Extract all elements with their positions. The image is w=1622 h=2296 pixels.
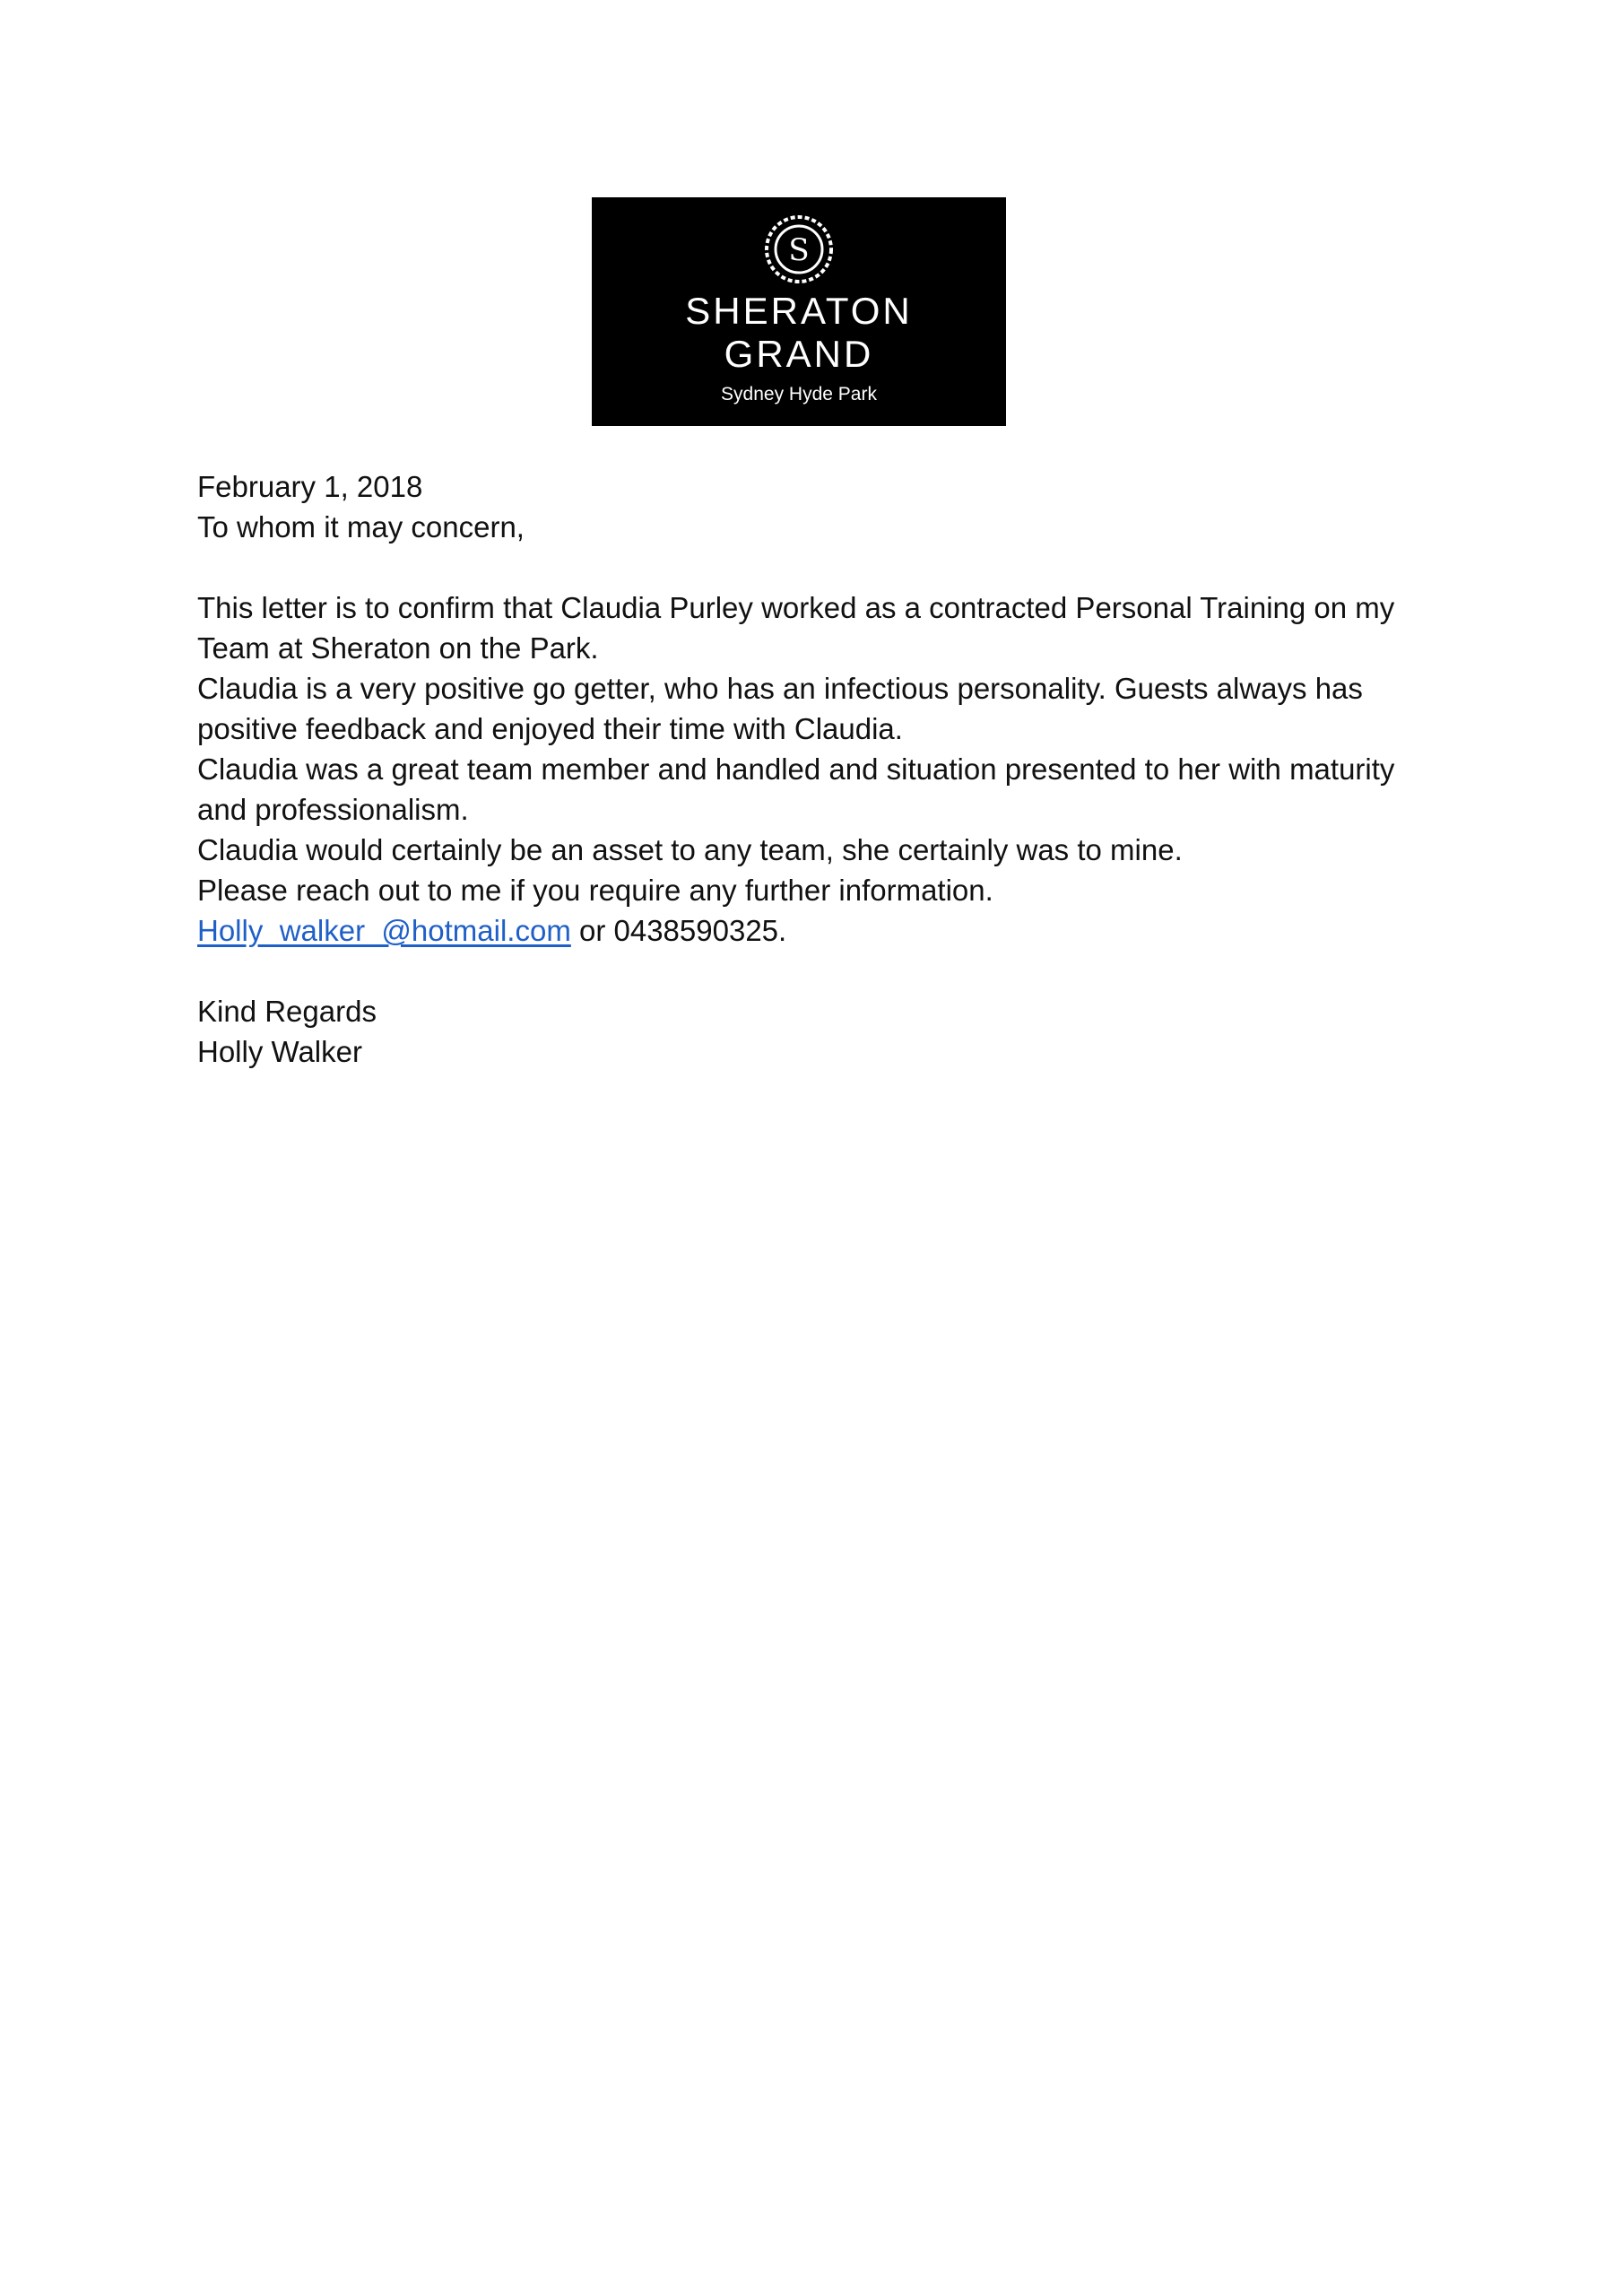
letter-signature: Holly Walker [197, 1035, 362, 1068]
letter-salutation: To whom it may concern, [197, 510, 525, 544]
sheraton-emblem-icon [763, 213, 835, 285]
logo-brand-name: SHERATON [685, 290, 913, 332]
letter-body [197, 466, 1470, 1072]
body-line: and professionalism. [197, 793, 469, 826]
paragraph-gap [197, 547, 1470, 587]
letter-closing: Kind Regards [197, 995, 377, 1028]
email-link[interactable]: Holly_walker_@hotmail.com [197, 914, 571, 947]
body-line: Claudia would certainly be an asset to any team, she certainly was to mine. [197, 833, 1183, 866]
body-line: Team at Sheraton on the Park. [197, 631, 599, 665]
body-line: Claudia was a great team member and handled and situation presented to her with maturity [197, 752, 1395, 786]
letter-date: February 1, 2018 [197, 470, 423, 503]
paragraph-gap [197, 951, 1470, 991]
body-line: Claudia is a very positive go getter, who has an infectious personality. Guests always has [197, 672, 1363, 705]
body-line: Please reach out to me if you require any further information. [197, 874, 993, 907]
emblem-letter: S [788, 232, 810, 268]
logo-brand-tier: GRAND [724, 333, 874, 375]
body-line: This letter is to confirm that Claudia Purley worked as a contracted Personal Training on my [197, 591, 1395, 624]
phone-text: or 0438590325. [570, 914, 787, 947]
logo-location: Sydney Hyde Park [721, 384, 877, 404]
body-line: positive feedback and enjoyed their time with Claudia. [197, 712, 903, 745]
sheraton-grand-logo [592, 197, 1006, 426]
contact-line [197, 910, 1470, 951]
